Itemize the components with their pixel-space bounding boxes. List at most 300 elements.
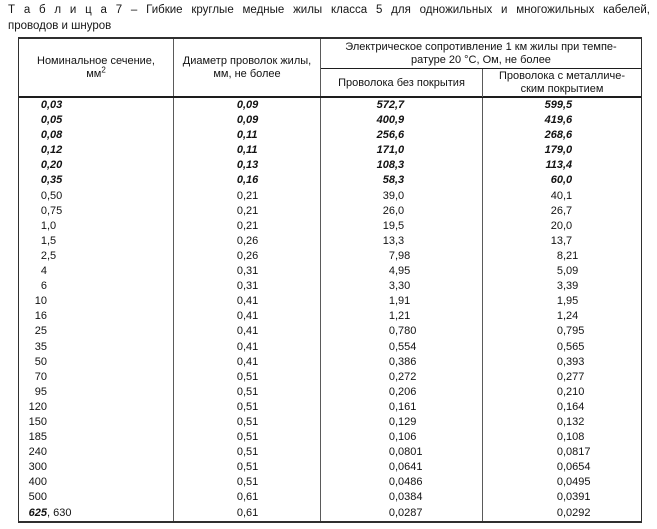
cell-value-int: 400 [28,476,47,489]
cell-value-int: 300 [28,461,47,474]
cell-value-int: 60 [550,174,563,187]
header-resistance-group [321,39,641,96]
table-caption [8,3,650,34]
cell-value-int: 0 [40,159,47,172]
cell-value-frac: ,26 [243,249,259,262]
cell-value-int: 0 [236,280,243,293]
cell-value-int: 625 [28,506,47,519]
cell-wire-diameter [174,158,321,173]
cell-value-int: 1 [388,295,395,308]
cell-value-frac: ,164 [563,400,585,413]
cell-value-int: 0 [388,431,395,444]
cell-value-int: 0 [556,370,563,383]
cell-value-frac: ,35 [47,174,63,187]
cell-resistance-uncoated [321,370,483,385]
cell-resistance-uncoated [321,113,483,128]
cell-resistance-uncoated [321,294,483,309]
cell-value-frac: ,21 [563,249,579,262]
table-row [19,340,641,355]
cell-wire-diameter [174,204,321,219]
cell-value-int: 0 [236,325,243,338]
cell-value-frac: ,98 [395,249,411,262]
cell-resistance-uncoated [321,415,483,430]
cell-resistance-uncoated [321,234,483,249]
cell-resistance-uncoated [321,355,483,370]
cell-nominal-section [19,340,174,355]
cell-value-frac: ,554 [395,340,417,353]
cell-value-int: 0 [236,249,243,262]
cell-value-int: 50 [34,355,47,368]
cell-value-frac: ,6 [563,114,573,127]
cell-value-frac: ,50 [47,189,63,202]
cell-resistance-uncoated [321,143,483,158]
cell-wire-diameter [174,355,321,370]
cell-wire-diameter [174,219,321,234]
table-row [19,128,641,143]
cell-value-frac: ,95 [563,295,579,308]
cell-value-int: 0 [236,491,243,504]
cell-value-frac: ,21 [395,310,411,323]
cell-value-frac: ,386 [395,355,417,368]
cell-resistance-coated [483,128,641,143]
cell-value-frac: ,780 [395,325,417,338]
cell-value-frac: ,51 [243,370,259,383]
cell-resistance-coated [483,98,641,113]
cell-resistance-uncoated [321,128,483,143]
cell-value-int: 26 [550,204,563,217]
cell-nominal-section [19,279,174,294]
cell-value-int: 0 [236,114,243,127]
cell-resistance-coated [483,445,641,460]
cell-value-frac: ,393 [563,355,585,368]
cell-value-int: 0 [236,340,243,353]
cell-value-frac [47,279,173,294]
cell-value-frac [47,460,173,475]
cell-value-int: 0 [388,415,395,428]
cell-value-frac: ,09 [243,99,259,111]
cell-wire-diameter [174,460,321,475]
cell-wire-diameter [174,309,321,324]
cell-wire-diameter [174,113,321,128]
cell-nominal-section [19,98,174,113]
cell-nominal-section [19,415,174,430]
cell-value-frac: ,0292 [563,506,591,519]
cell-value-int: 0 [388,385,395,398]
cell-resistance-uncoated [321,189,483,204]
cell-value-int: 13 [382,234,395,247]
cell-value-int: 572 [376,99,395,111]
cell-value-frac: ,3 [395,234,405,247]
header-coated-wire-line2: ским покрытием [520,83,604,95]
cell-wire-diameter [174,385,321,400]
table-row [19,143,641,158]
table-row [19,309,641,324]
header-resistance-title [321,39,641,69]
cell-value-frac: ,0 [563,219,573,232]
cell-value-int: 0 [40,144,47,157]
cell-value-int: 0 [40,99,47,111]
cell-value-frac: ,95 [395,265,411,278]
table-header [19,39,641,98]
cell-wire-diameter [174,415,321,430]
cell-value-int: 0 [388,461,395,474]
cell-nominal-section [19,475,174,490]
cell-wire-diameter [174,430,321,445]
cell-resistance-coated [483,400,641,415]
cell-wire-diameter [174,189,321,204]
cell-value-int: 150 [28,415,47,428]
cell-value-int: 240 [28,446,47,459]
cell-value-int: 0 [556,340,563,353]
table-row [19,113,641,128]
cell-value-frac: ,51 [243,476,259,489]
cell-resistance-coated [483,234,641,249]
cell-resistance-coated [483,189,641,204]
cell-wire-diameter [174,324,321,339]
cell-value-int: 0 [236,189,243,202]
cell-resistance-uncoated [321,460,483,475]
cell-value-frac: ,61 [243,491,259,504]
cell-nominal-section [19,355,174,370]
cell-resistance-uncoated [321,309,483,324]
cell-value-int: 0 [236,99,243,111]
cell-value-frac: ,5 [563,99,573,111]
table-row [19,506,641,521]
cell-resistance-coated [483,294,641,309]
cell-value-int: 0 [40,174,47,187]
cell-nominal-section [19,430,174,445]
cell-value-frac: ,0 [395,189,405,202]
table-row [19,294,641,309]
table-row [19,430,641,445]
cell-value-frac [47,385,173,400]
cell-wire-diameter [174,506,321,521]
header-resistance-title-line1: Электрическое сопротивление 1 км жилы при темпе- [345,41,617,53]
cell-value-int: 0 [40,189,47,202]
cell-wire-diameter [174,143,321,158]
table-row [19,249,641,264]
cell-value-int: 0 [388,340,395,353]
cell-resistance-coated [483,475,641,490]
cell-value-frac: ,5 [47,234,57,247]
cell-value-frac: ,5 [395,219,405,232]
cell-nominal-section [19,506,174,521]
table-row [19,264,641,279]
cell-value-int: 0 [556,446,563,459]
cell-value-int: 20 [550,219,563,232]
cell-resistance-uncoated [321,385,483,400]
cell-value-frac: ,132 [563,415,585,428]
cell-value-frac [47,340,173,355]
cell-value-frac: ,108 [563,431,585,444]
cell-resistance-coated [483,158,641,173]
cell-resistance-coated [483,324,641,339]
cell-wire-diameter [174,249,321,264]
cell-value-frac: ,3 [395,174,405,187]
cell-value-frac: ,0641 [395,461,423,474]
cell-resistance-uncoated [321,340,483,355]
cell-value-frac [47,309,173,324]
cell-value-frac: ,0287 [395,506,423,519]
cell-value-frac [47,324,173,339]
table-row [19,324,641,339]
cell-resistance-uncoated [321,173,483,188]
cell-value-int: 4 [388,265,395,278]
cell-value-int: 0 [236,234,243,247]
cell-value-int: 0 [236,144,243,157]
cell-value-frac: ,51 [243,415,259,428]
cell-value-frac: ,1 [563,189,573,202]
cell-wire-diameter [174,294,321,309]
cell-value-frac: ,0 [563,174,573,187]
cell-value-frac: ,5 [47,249,57,262]
cell-value-int: 0 [236,415,243,428]
cell-resistance-uncoated [321,98,483,113]
cell-value-int: 0 [236,355,243,368]
cell-nominal-section [19,128,174,143]
cell-value-int: 256 [376,129,395,142]
cell-resistance-uncoated [321,430,483,445]
cell-value-frac: ,09 [563,265,579,278]
cell-value-frac: ,106 [395,431,417,444]
header-coated-wire-text [499,70,625,96]
cell-value-frac: ,0384 [395,491,423,504]
cell-value-frac: ,03 [47,99,63,111]
cell-value-int: 0 [236,400,243,413]
cell-value-int: 1 [388,310,395,323]
cell-resistance-coated [483,113,641,128]
cell-value-frac: ,0486 [395,476,423,489]
cell-resistance-coated [483,506,641,521]
cell-nominal-section [19,113,174,128]
cell-value-frac: ,75 [47,204,63,217]
cell-value-int: 268 [544,129,563,142]
cell-nominal-section [19,294,174,309]
cell-value-frac: ,129 [395,415,417,428]
cell-value-int: 113 [545,159,563,172]
cell-value-int: 108 [376,159,395,172]
cell-resistance-coated [483,143,641,158]
cell-value-frac: ,41 [243,295,259,308]
cell-value-frac: ,41 [243,310,259,323]
cell-value-int: 0 [556,476,563,489]
cell-value-frac: ,91 [395,295,411,308]
cell-resistance-uncoated [321,249,483,264]
table-row [19,173,641,188]
cell-value-int: 179 [544,144,563,157]
cell-value-frac: ,41 [243,355,259,368]
cell-value-int: 0 [236,310,243,323]
cell-value-frac [47,490,173,505]
cell-resistance-uncoated [321,506,483,521]
cell-value-frac: ,41 [243,340,259,353]
table-row [19,234,641,249]
cell-wire-diameter [174,173,321,188]
cell-value-int: 13 [550,234,563,247]
cell-nominal-section [19,445,174,460]
cell-value-int: 19 [382,219,395,232]
cell-value-frac: ,795 [563,325,585,338]
cell-resistance-coated [483,204,641,219]
cell-nominal-section [19,143,174,158]
table-caption-line2: проводов и шнуров [8,19,112,32]
cell-value-int: 0 [236,506,243,519]
cell-value-int: 1 [40,234,47,247]
cell-value-frac: ,31 [243,280,259,293]
table-row [19,204,641,219]
cell-nominal-section [19,264,174,279]
cell-value-int: 5 [556,265,563,278]
cell-value-int: 0 [40,204,47,217]
header-wire-diameter-text: Диаметр проволок жилы, мм, не более [182,54,312,80]
cell-value-int: 0 [236,431,243,444]
cell-value-int: 2 [40,249,47,262]
cell-nominal-section [19,370,174,385]
cell-value-frac: ,210 [563,385,585,398]
cell-value-int: 0 [388,446,395,459]
cell-value-int: 0 [556,400,563,413]
header-unit-sup: 2 [101,64,106,74]
cell-nominal-section [19,249,174,264]
header-resistance-subrow [321,69,641,97]
cell-value-int: 185 [28,431,47,444]
table-row [19,370,641,385]
cell-resistance-uncoated [321,400,483,415]
cell-value-frac: ,21 [243,189,259,202]
cell-resistance-uncoated [321,475,483,490]
cell-resistance-uncoated [321,445,483,460]
cell-value-int: 0 [556,506,563,519]
cell-value-frac: ,41 [243,325,259,338]
cell-value-int: 0 [556,431,563,444]
cell-value-int: 0 [388,370,395,383]
cell-value-int: 0 [556,491,563,504]
cell-value-frac: ,4 [563,159,573,172]
table-row [19,189,641,204]
cell-wire-diameter [174,264,321,279]
cell-value-frac: ,7 [563,234,573,247]
cell-value-frac: , 630 [47,506,72,519]
cell-value-int: 6 [40,280,47,293]
cell-resistance-uncoated [321,324,483,339]
cell-value-frac: ,09 [243,114,259,127]
cell-value-frac: ,30 [395,280,411,293]
cell-value-int: 0 [236,476,243,489]
cell-value-frac [47,475,173,490]
header-nominal-section-line2 [37,64,155,81]
cell-value-int: 3 [388,280,395,293]
cell-value-int: 1 [556,295,563,308]
cell-value-frac: ,51 [243,446,259,459]
cell-value-frac: ,0391 [563,491,591,504]
cell-resistance-coated [483,249,641,264]
cell-nominal-section [19,490,174,505]
cell-value-frac: ,21 [243,204,259,217]
cell-value-frac [47,294,173,309]
cell-value-int: 70 [34,370,47,383]
cell-value-int: 400 [376,114,395,127]
cell-wire-diameter [174,128,321,143]
cell-value-frac: ,206 [395,385,417,398]
table-row [19,445,641,460]
cell-value-frac: ,0801 [395,446,423,459]
cell-value-int: 0 [556,325,563,338]
table-row [19,460,641,475]
cell-value-int: 0 [236,370,243,383]
cell-resistance-coated [483,385,641,400]
cell-value-int: 35 [34,340,47,353]
cell-value-int: 40 [550,189,563,202]
cell-value-int: 171 [376,144,395,157]
cell-value-int: 10 [34,295,47,308]
cell-value-frac: ,6 [395,129,405,142]
table-row [19,98,641,113]
header-uncoated-wire-text: Проволока без покрытия [338,76,465,89]
table-row [19,279,641,294]
data-table [18,37,642,523]
cell-value-int: 0 [236,204,243,217]
cell-resistance-coated [483,490,641,505]
cell-value-int: 95 [34,385,47,398]
cell-value-int: 1 [40,219,47,232]
cell-nominal-section [19,324,174,339]
cell-value-frac: ,0 [563,144,573,157]
cell-resistance-coated [483,173,641,188]
cell-value-int: 0 [556,355,563,368]
cell-value-int: 0 [236,174,243,187]
cell-nominal-section [19,460,174,475]
cell-value-frac [47,264,173,279]
cell-nominal-section [19,173,174,188]
cell-resistance-coated [483,415,641,430]
cell-nominal-section [19,189,174,204]
cell-value-int: 120 [28,400,47,413]
cell-value-frac: ,39 [563,280,579,293]
cell-value-int: 419 [544,114,563,127]
table-row [19,385,641,400]
cell-value-frac: ,16 [243,174,259,187]
cell-value-frac: ,05 [47,114,63,127]
header-unit-mm: мм [86,67,102,80]
cell-nominal-section [19,219,174,234]
cell-value-int: 3 [556,280,563,293]
cell-value-frac: ,6 [563,129,573,142]
cell-value-frac: ,51 [243,385,259,398]
cell-value-frac: ,0495 [563,476,591,489]
table-row [19,355,641,370]
cell-value-int: 25 [34,325,47,338]
cell-value-frac: ,13 [243,159,259,172]
cell-resistance-coated [483,219,641,234]
table-row [19,400,641,415]
cell-value-int: 0 [40,114,47,127]
header-coated-wire [483,69,641,97]
table-row [19,415,641,430]
table-body [19,98,641,521]
cell-value-frac [47,430,173,445]
cell-value-int: 599 [544,99,563,111]
header-uncoated-wire [321,69,483,97]
cell-resistance-uncoated [321,490,483,505]
cell-value-frac: ,20 [47,159,63,172]
cell-resistance-uncoated [321,219,483,234]
cell-value-frac: ,51 [243,400,259,413]
cell-value-int: 0 [40,129,47,142]
cell-value-frac: ,51 [243,431,259,444]
cell-value-frac: ,0817 [563,446,591,459]
cell-resistance-coated [483,340,641,355]
cell-resistance-uncoated [321,264,483,279]
